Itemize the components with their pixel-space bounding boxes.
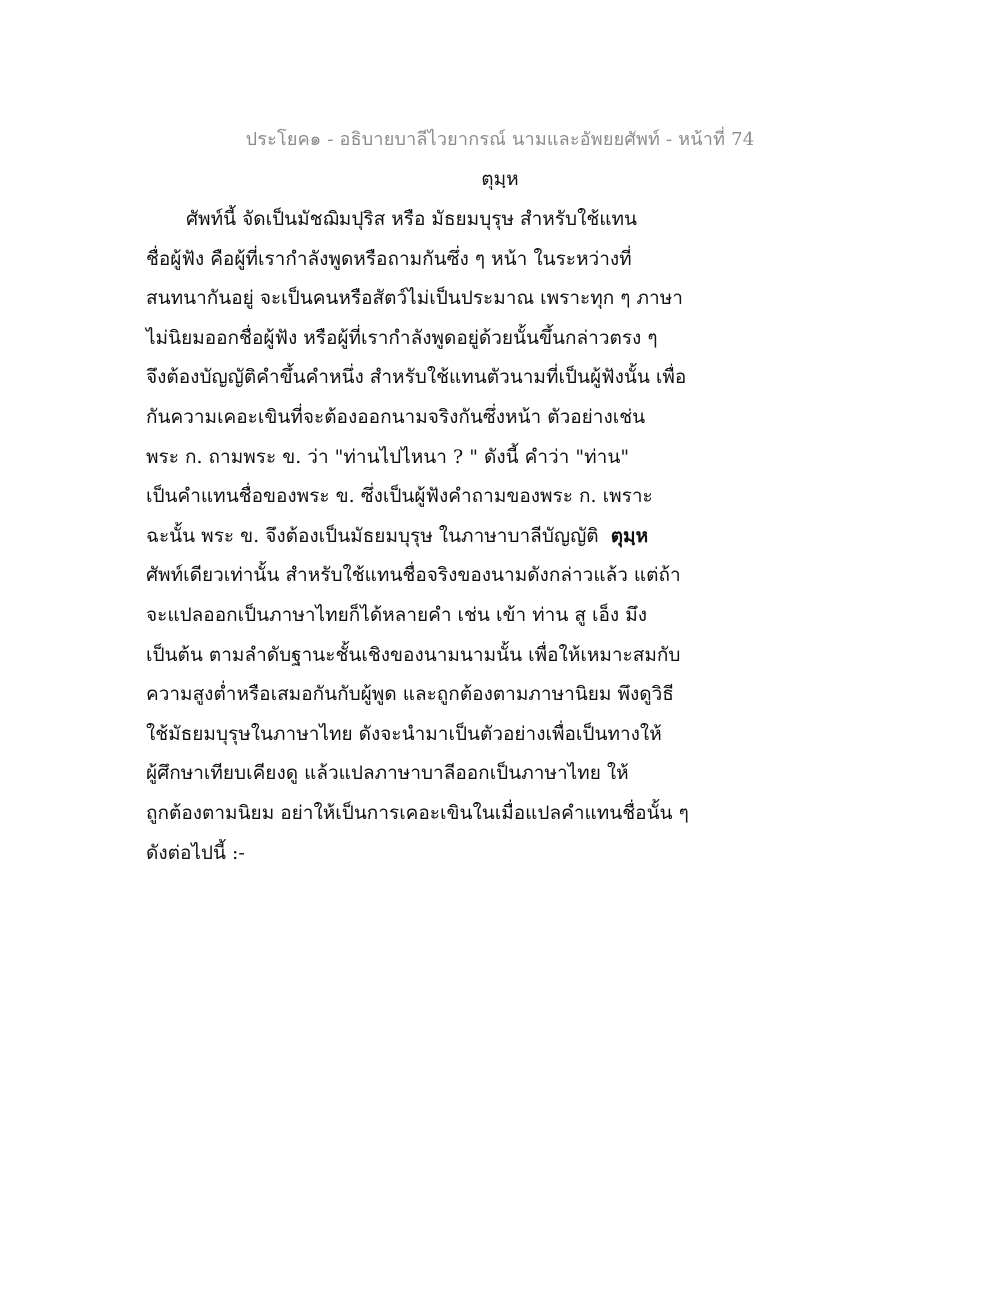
text-line-start: ฉะนั้น พระ ข. จึงต้องเป็นมัธยมบุรุษ ในภาษาบาลีบัญญัติ [146,524,599,547]
text-line: พระ ก. ถามพระ ข. ว่า "ท่านไปไหนา ? " ดังนี้ คำว่า "ท่าน" [146,445,630,468]
text-line: ความสูงต่ำหรือเสมอกันกับผู้พูด และถูกต้องตามภาษานิยม พึงดูวิธี [146,683,674,706]
body-paragraph [146,200,706,873]
text-line: จะแปลออกเป็นภาษาไทยก็ได้หลายคำ เช่น เข้า ท่าน สู เอ็ง มึง [146,603,648,626]
running-header: ประโยค๑ - อธิบายบาลีไวยากรณ์ นามและอัพยยศัพท์ - หน้าที่ 74 [245,129,755,150]
text-line [146,517,706,557]
emphasized-term: ตุมฺห [610,524,649,547]
text-line: ดังต่อไปนี้ :- [146,841,245,864]
text-line: เป็นคำแทนชื่อของพระ ข. ซึ่งเป็นผู้ฟังคำถามของพระ ก. เพราะ [146,485,653,508]
text-line: กันความเคอะเขินที่จะต้องออกนามจริงกันซึ่งหน้า ตัวอย่างเช่น [146,405,646,428]
text-line: ศัพท์เดียวเท่านั้น สำหรับใช้แทนชื่อจริงของนามดังกล่าวแล้ว แต่ถ้า [146,564,681,587]
text-line: ศัพท์นี้ จัดเป็นมัชฌิมปุริส หรือ มัธยมบุรุษ สำหรับใช้แทน [186,208,638,230]
text-line: ใช้มัธยมบุรุษในภาษาไทย ดังจะนำมาเป็นตัวอย่างเพื่อเป็นทางให้ [146,722,662,745]
text-line: ชื่อผู้ฟัง คือผู้ที่เรากำลังพูดหรือถามกันซึ่ง ๆ หน้า ในระหว่างที่ [146,247,632,270]
text-line: ผู้ศึกษาเทียบเคียงดู แล้วแปลภาษาบาลีออกเป็นภาษาไทย ให้ [146,762,629,785]
section-title: ตุมฺห [481,168,519,190]
text-line: เป็นต้น ตามลำดับฐานะชั้นเชิงของนามนามนั้น เพื่อให้เหมาะสมกับ [146,643,681,666]
text-line: ถูกต้องตามนิยม อย่าให้เป็นการเคอะเขินในเมื่อแปลคำแทนชื่อนั้น ๆ [146,801,689,824]
text-line: สนทนากันอยู่ จะเป็นคนหรือสัตว์ไม่เป็นประมาณ เพราะทุก ๆ ภาษา [146,287,683,310]
text-line: จึงต้องบัญญัติคำขึ้นคำหนึ่ง สำหรับใช้แทนตัวนามที่เป็นผู้ฟังนั้น เพื่อ [146,366,687,389]
text-line: ไม่นิยมออกชื่อผู้ฟัง หรือผู้ที่เรากำลังพูดอยู่ด้วยนั้นขึ้นกล่าวตรง ๆ [146,326,658,349]
